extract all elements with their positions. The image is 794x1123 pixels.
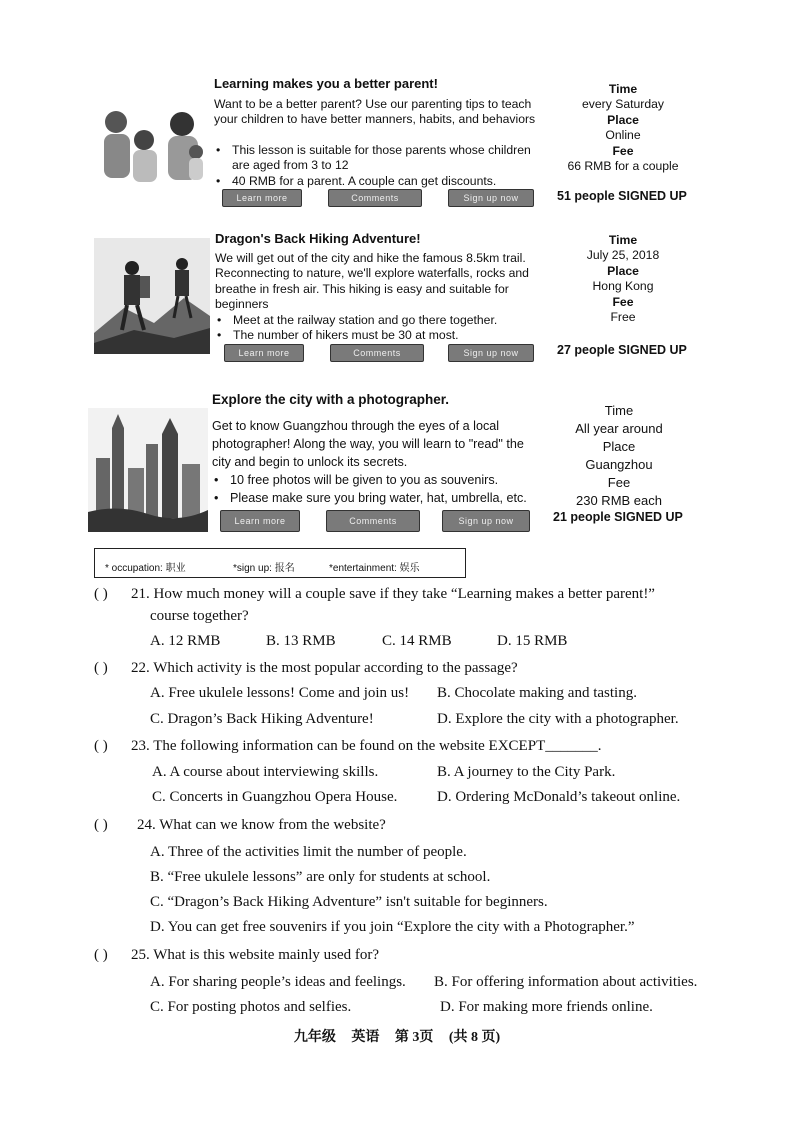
learn-more-button[interactable]: Learn more bbox=[220, 510, 300, 532]
button-row bbox=[220, 510, 540, 528]
button-row bbox=[222, 189, 542, 207]
time-label: Time bbox=[608, 233, 638, 247]
option-c[interactable]: C. 14 RMB bbox=[382, 633, 452, 649]
time-label: Time bbox=[604, 403, 634, 418]
fee-label: Fee bbox=[607, 475, 631, 490]
answer-blank[interactable]: ( ) bbox=[94, 586, 108, 602]
place-label: Place bbox=[607, 112, 639, 127]
activity-info bbox=[548, 82, 698, 174]
fee-label: Fee bbox=[612, 294, 634, 309]
hikers-photo bbox=[94, 238, 210, 354]
option-a[interactable]: A. For sharing people’s ideas and feelings. bbox=[150, 974, 406, 990]
question-25: 25. What is this website mainly used for? bbox=[131, 947, 380, 963]
question-24: 24. What can we know from the website? bbox=[137, 817, 386, 833]
question-21-continued: course together? bbox=[150, 608, 249, 624]
option-c[interactable]: C. Dragon’s Back Hiking Adventure! bbox=[150, 711, 374, 727]
activity-bullets bbox=[212, 471, 534, 507]
page-footer bbox=[0, 1026, 794, 1046]
activity-description: We will get out of the city and hike the famous 8.5km trail. Reconnecting to nature, we'll explore waterfalls, rocks and breathe in fresh air. This hiking is easy and suitable for beginners bbox=[215, 251, 529, 312]
option-a[interactable]: A. A course about interviewing skills. bbox=[152, 764, 379, 780]
question-22: 22. Which activity is the most popular according to the passage? bbox=[131, 660, 518, 676]
option-d[interactable]: D. For making more friends online. bbox=[440, 999, 653, 1015]
option-d[interactable]: D. Explore the city with a photographer. bbox=[437, 711, 679, 727]
button-row bbox=[224, 344, 544, 362]
option-b[interactable]: B. For offering information about activities. bbox=[434, 974, 698, 990]
option-c[interactable]: C. “Dragon’s Back Hiking Adventure” isn't suitable for beginners. bbox=[150, 894, 548, 910]
bullet-item: • Please make sure you bring water, hat, umbrella, etc. bbox=[212, 489, 534, 507]
option-c[interactable]: C. Concerts in Guangzhou Opera House. bbox=[152, 789, 398, 805]
footer-page: 第 3页 bbox=[394, 1030, 434, 1045]
comments-button[interactable]: Comments bbox=[326, 510, 420, 532]
activity-description: Want to be a better parent? Use our parenting tips to teach your children to have better manners, habits, and behaviors bbox=[214, 97, 536, 127]
footer-total: (共 8 页) bbox=[448, 1030, 501, 1045]
glossary-item: * occupation: 职业 bbox=[105, 563, 186, 574]
answer-blank[interactable]: ( ) bbox=[94, 817, 108, 833]
activity-title: Dragon's Back Hiking Adventure! bbox=[215, 231, 421, 246]
activity-title: Explore the city with a photographer. bbox=[212, 392, 450, 407]
activity-bullets bbox=[215, 313, 537, 344]
glossary-item: *entertainment: 娱乐 bbox=[329, 563, 420, 574]
question-23: 23. The following information can be found on the website EXCEPT_______. bbox=[131, 738, 602, 754]
answer-blank[interactable]: ( ) bbox=[94, 947, 108, 963]
option-c[interactable]: C. For posting photos and selfies. bbox=[150, 999, 352, 1015]
option-b[interactable]: B. “Free ukulele lessons” are only for students at school. bbox=[150, 869, 491, 885]
option-d[interactable]: D. 15 RMB bbox=[497, 633, 568, 649]
place-value: Hong Kong bbox=[592, 279, 654, 294]
place-label: Place bbox=[607, 263, 639, 278]
option-b[interactable]: B. 13 RMB bbox=[266, 633, 336, 649]
time-label: Time bbox=[608, 82, 638, 96]
signed-up-count: 21 people SIGNED UP bbox=[553, 510, 683, 524]
bullet-item: • 40 RMB for a parent. A couple can get discounts. bbox=[214, 174, 536, 189]
option-a[interactable]: A. Three of the activities limit the number of people. bbox=[150, 844, 467, 860]
time-value: All year around bbox=[575, 421, 663, 436]
answer-blank[interactable]: ( ) bbox=[94, 660, 108, 676]
sign-up-now-button[interactable]: Sign up now bbox=[448, 344, 534, 362]
activity-bullets bbox=[214, 143, 536, 189]
time-value: every Saturday bbox=[582, 97, 664, 112]
fee-value: 66 RMB for a couple bbox=[567, 159, 679, 174]
option-d[interactable]: D. Ordering McDonald’s takeout online. bbox=[437, 789, 681, 805]
family-photo bbox=[96, 100, 208, 186]
fee-value: Free bbox=[610, 310, 636, 325]
bullet-item: • The number of hikers must be 30 at most. bbox=[215, 328, 537, 343]
fee-value: 230 RMB each bbox=[576, 493, 662, 508]
time-value: July 25, 2018 bbox=[586, 248, 660, 263]
place-value: Guangzhou bbox=[585, 457, 653, 472]
option-b[interactable]: B. Chocolate making and tasting. bbox=[437, 685, 637, 701]
activity-info bbox=[548, 233, 698, 325]
activity-title: Learning makes you a better parent! bbox=[214, 76, 438, 91]
place-value: Online bbox=[605, 128, 641, 143]
signed-up-count: 51 people SIGNED UP bbox=[557, 189, 687, 203]
option-a[interactable]: A. Free ukulele lessons! Come and join us! bbox=[150, 685, 410, 701]
comments-button[interactable]: Comments bbox=[330, 344, 424, 362]
option-b[interactable]: B. A journey to the City Park. bbox=[437, 764, 616, 780]
question-21: 21. How much money will a couple save if they take “Learning makes a better parent!” bbox=[131, 586, 655, 602]
bullet-item: • Meet at the railway station and go there together. bbox=[215, 313, 537, 328]
sign-up-now-button[interactable]: Sign up now bbox=[442, 510, 530, 532]
learn-more-button[interactable]: Learn more bbox=[222, 189, 302, 207]
activity-description: Get to know Guangzhou through the eyes of a local photographer! Along the way, you will learn to "read" the city and begin to unlock its secrets. bbox=[212, 419, 524, 469]
learn-more-button[interactable]: Learn more bbox=[224, 344, 304, 362]
bullet-item: • This lesson is suitable for those parents whose children are aged from 3 to 12 bbox=[214, 143, 536, 174]
city-skyline-photo bbox=[88, 408, 208, 532]
comments-button[interactable]: Comments bbox=[328, 189, 422, 207]
fee-label: Fee bbox=[612, 143, 634, 158]
signed-up-count: 27 people SIGNED UP bbox=[557, 343, 687, 357]
sign-up-now-button[interactable]: Sign up now bbox=[448, 189, 534, 207]
option-d[interactable]: D. You can get free souvenirs if you join “Explore the city with a Photographer.” bbox=[150, 919, 635, 935]
glossary-box bbox=[94, 548, 466, 578]
activity-info bbox=[544, 402, 694, 510]
place-label: Place bbox=[602, 439, 636, 454]
footer-grade: 九年级 bbox=[293, 1030, 336, 1045]
footer-subject: 英语 bbox=[351, 1030, 380, 1045]
glossary-item: *sign up: 报名 bbox=[233, 563, 295, 574]
bullet-item: • 10 free photos will be given to you as souvenirs. bbox=[212, 471, 534, 489]
answer-blank[interactable]: ( ) bbox=[94, 738, 108, 754]
option-a[interactable]: A. 12 RMB bbox=[150, 633, 221, 649]
